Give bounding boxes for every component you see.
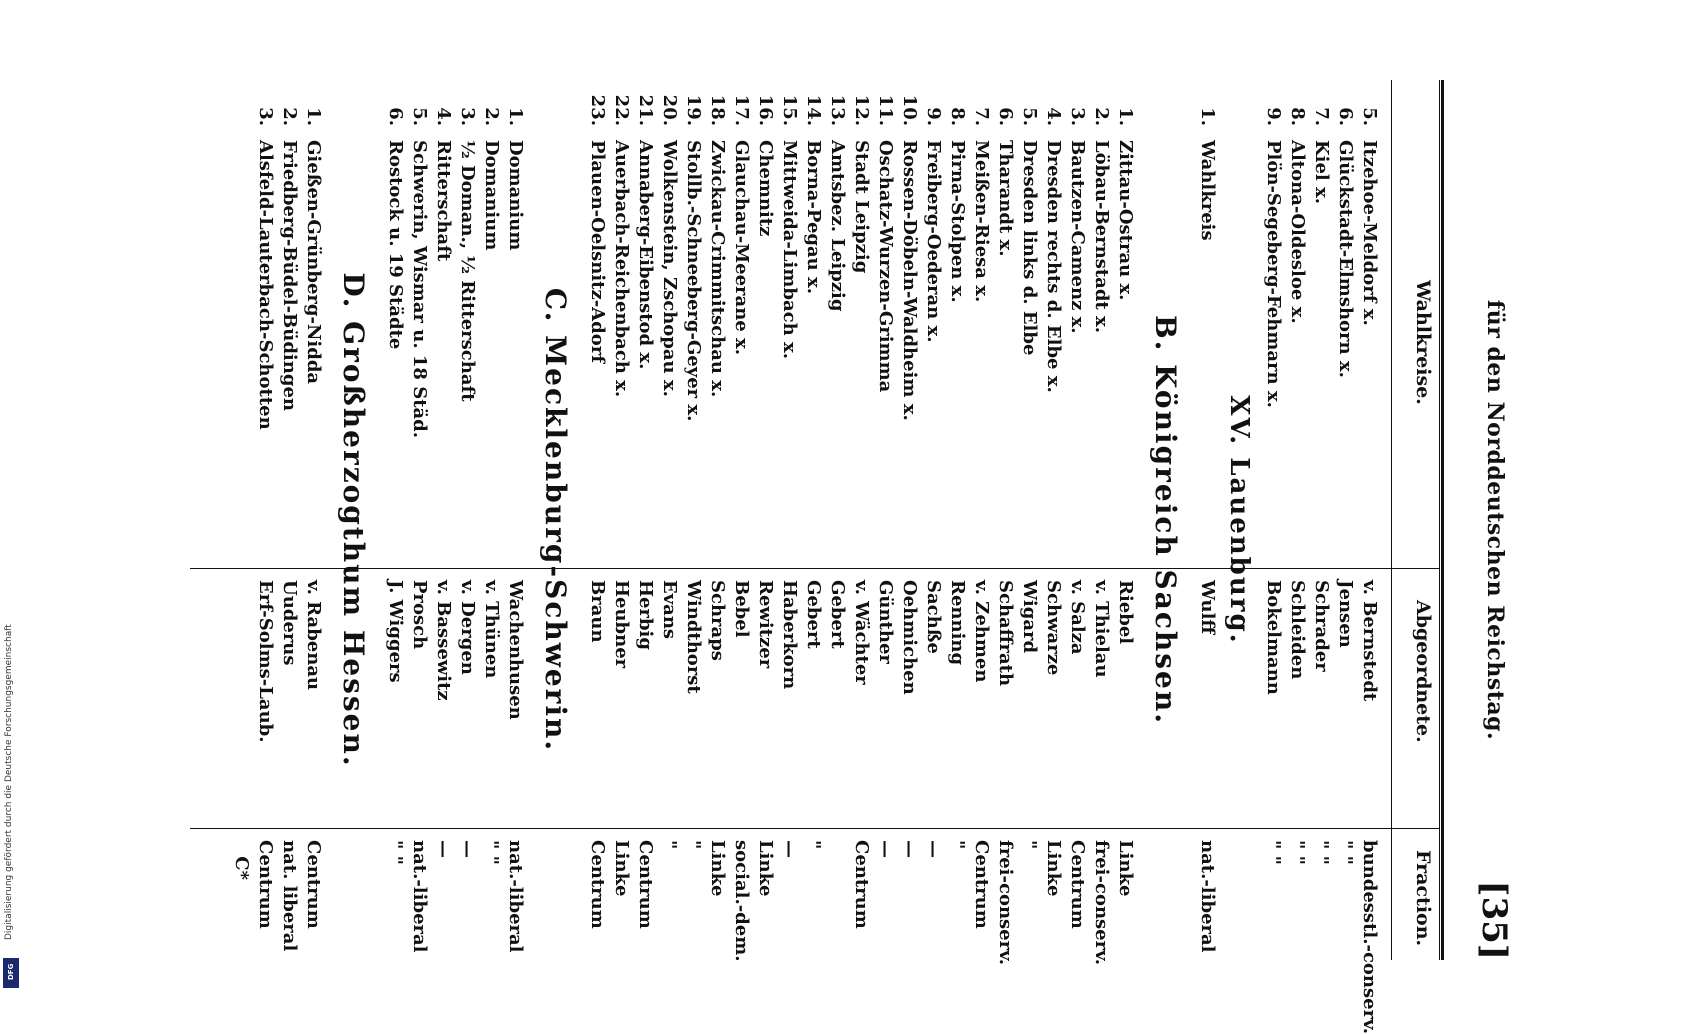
row-abgeordnete: Wulff xyxy=(1197,580,1218,635)
row-wahlkreis: Wahlkreis xyxy=(1197,140,1218,241)
row-number: 12. xyxy=(851,94,872,126)
row-abgeordnete: Wachenhusen xyxy=(505,580,526,720)
row-wahlkreis: Freiberg-Oederan x. xyxy=(923,140,944,343)
row-fraction: " " xyxy=(1311,840,1332,866)
row-wahlkreis: Bautzen-Camenz x. xyxy=(1067,140,1088,334)
row-abgeordnete: Oehmichen xyxy=(899,580,920,695)
row-fraction: " " xyxy=(481,840,502,866)
section-heading-sachsen: B. Königreich Sachsen. xyxy=(1149,315,1182,725)
row-wahlkreis: Auerbach-Reichenbach x. xyxy=(611,140,632,398)
side-attribution xyxy=(4,540,18,960)
col-head-abgeordnete: Abgeordnete. xyxy=(1412,600,1434,743)
row-number: 2. xyxy=(481,107,502,126)
row-number: 23. xyxy=(587,94,608,126)
row-fraction: Centrum xyxy=(1067,840,1088,929)
row-abgeordnete: Haberkorn xyxy=(779,580,800,690)
row-fraction: " xyxy=(803,840,824,850)
row-number: 15. xyxy=(779,94,800,126)
row-number: 4. xyxy=(1043,107,1064,126)
row-number: 2. xyxy=(1091,107,1112,126)
row-wahlkreis: Zwickau-Crimmitschau x. xyxy=(707,140,728,398)
row-number: 19. xyxy=(683,94,704,126)
row-fraction: Centrum xyxy=(851,840,872,929)
row-number: 8. xyxy=(1287,107,1308,126)
row-abgeordnete: v. Rabenau xyxy=(303,580,324,691)
row-fraction: Linke xyxy=(1043,840,1064,897)
col-head-fraction: Fraction. xyxy=(1412,850,1434,947)
row-wahlkreis: Friedberg-Büdel-Büdingen xyxy=(279,140,300,411)
row-fraction: Linke xyxy=(755,840,776,897)
row-abgeordnete: Riebel xyxy=(1115,580,1136,645)
row-wahlkreis: Altona-Oldesloe x. xyxy=(1287,140,1308,324)
row-wahlkreis: Plön-Segeberg-Fehmarn x. xyxy=(1263,140,1284,408)
dfg-logo-text: DFG xyxy=(7,963,15,980)
row-wahlkreis: Glückstadt-Elmshorn x. xyxy=(1335,140,1356,378)
row-wahlkreis: Annaberg-Eibenstod x. xyxy=(635,140,656,370)
row-number: 22. xyxy=(611,94,632,126)
row-number: 7. xyxy=(1311,107,1332,126)
row-abgeordnete: v. Wächter xyxy=(851,580,872,685)
row-abgeordnete: Schrader xyxy=(1311,580,1332,672)
row-abgeordnete: Erf-Solms-Laub. xyxy=(255,580,276,743)
row-abgeordnete: Prosch xyxy=(409,580,430,650)
row-wahlkreis: Plauen-Oelsnitz-Adorf xyxy=(587,140,608,363)
row-fraction: — xyxy=(899,840,920,858)
row-wahlkreis: Domanium xyxy=(505,140,526,251)
row-number: 5. xyxy=(1359,107,1380,126)
row-wahlkreis: Wolkenstein, Zschopau x. xyxy=(659,140,680,397)
row-abgeordnete: Schwarze xyxy=(1043,580,1064,676)
dfg-logo xyxy=(3,958,19,988)
row-number: 1. xyxy=(1197,107,1218,126)
row-abgeordnete: J. Wiggers xyxy=(385,580,406,683)
row-fraction: frei-conserv. xyxy=(1091,840,1112,966)
row-wahlkreis: Glauchau-Meerane x. xyxy=(731,140,752,356)
row-fraction: frei-conserv. xyxy=(995,840,1016,966)
row-number: 20. xyxy=(659,94,680,126)
section-heading-mecklenburg: C. Mecklenburg-Schwerin. xyxy=(539,287,572,753)
row-fraction: " xyxy=(659,840,680,850)
row-fraction: nat. liberal xyxy=(279,840,300,952)
row-number: 13. xyxy=(827,94,848,126)
column-separator xyxy=(190,828,1440,829)
row-wahlkreis: Alsfeld-Lauterbach-Schotten xyxy=(255,140,276,430)
row-number: 1. xyxy=(303,107,324,126)
row-wahlkreis: Itzehoe-Meldorf x. xyxy=(1359,140,1380,326)
row-abgeordnete: Gebert xyxy=(827,580,848,649)
row-abgeordnete: v. Bassewitz xyxy=(433,580,454,701)
row-abgeordnete: Schaffrath xyxy=(995,580,1016,687)
row-fraction: nat.-liberal xyxy=(409,840,430,953)
row-wahlkreis: Meißen-Riesa x. xyxy=(971,140,992,303)
row-abgeordnete: v. Dergen xyxy=(457,580,478,675)
row-wahlkreis: Mittweida-Limbach x. xyxy=(779,140,800,359)
row-abgeordnete: Bokelmann xyxy=(1263,580,1284,695)
row-fraction: " " xyxy=(1287,840,1308,866)
row-number: 5. xyxy=(409,107,430,126)
row-fraction: Linke xyxy=(707,840,728,897)
row-fraction: " xyxy=(683,840,704,850)
row-number: 8. xyxy=(947,107,968,126)
row-fraction: Centrum xyxy=(971,840,992,929)
row-fraction: bundesstl.-conserv. xyxy=(1359,840,1380,1034)
row-fraction: Centrum xyxy=(587,840,608,929)
row-number: 14. xyxy=(803,94,824,126)
row-abgeordnete: Gebert xyxy=(803,580,824,649)
row-wahlkreis: Löbau-Bernstadt x. xyxy=(1091,140,1112,333)
row-wahlkreis: Stollb.-Schneeberg-Geyer x. xyxy=(683,140,704,422)
row-number: 10. xyxy=(899,94,920,126)
row-wahlkreis: Zittau-Ostrau x. xyxy=(1115,140,1136,301)
row-wahlkreis: Ritterschaft xyxy=(433,140,454,262)
row-wahlkreis: Schwerin, Wismar u. 18 Städ. xyxy=(409,140,430,439)
row-number: 18. xyxy=(707,94,728,126)
row-abgeordnete: Bebel xyxy=(731,580,752,638)
row-fraction: Centrum xyxy=(255,840,276,929)
page-number: [35] xyxy=(1474,880,1514,960)
row-number: 4. xyxy=(433,107,454,126)
rotated-page xyxy=(120,40,1520,1034)
row-fraction: Linke xyxy=(1115,840,1136,897)
row-fraction: " " xyxy=(385,840,406,866)
row-fraction: — xyxy=(923,840,944,858)
row-abgeordnete: Heubner xyxy=(611,580,632,669)
row-abgeordnete: Renning xyxy=(947,580,968,666)
row-wahlkreis: Kiel x. xyxy=(1311,140,1332,205)
row-fraction: " " xyxy=(1335,840,1356,866)
row-wahlkreis: Rostock u. 19 Städte xyxy=(385,140,406,350)
row-wahlkreis: Pirna-Stolpen x. xyxy=(947,140,968,303)
row-abgeordnete: Sachße xyxy=(923,580,944,654)
row-abgeordnete: Braun xyxy=(587,580,608,643)
row-wahlkreis: Tharandt x. xyxy=(995,140,1016,257)
section-heading-lauenburg: XV. Lauenburg. xyxy=(1224,395,1254,645)
row-number: 3. xyxy=(1067,107,1088,126)
row-wahlkreis: Gießen-Grünberg-Nidda xyxy=(303,140,324,385)
row-number: 2. xyxy=(279,107,300,126)
row-abgeordnete: Evans xyxy=(659,580,680,640)
row-fraction: Centrum xyxy=(635,840,656,929)
row-abgeordnete: v. Thielau xyxy=(1091,580,1112,678)
page-title: für den Norddeutschen Reichstag. xyxy=(1482,299,1508,741)
row-wahlkreis: Dresden links d. Elbe xyxy=(1019,140,1040,356)
page-header xyxy=(1460,40,1520,1000)
row-abgeordnete: Wigard xyxy=(1019,580,1040,654)
column-separator xyxy=(190,568,1440,569)
attribution-text: Digitalisierung gefördert durch die Deutsche Forschungsgemeinschaft xyxy=(4,624,14,940)
row-number: 16. xyxy=(755,94,776,126)
row-number: 6. xyxy=(1335,107,1356,126)
row-abgeordnete: Rewitzer xyxy=(755,580,776,669)
row-fraction: nat.-liberal xyxy=(505,840,526,953)
row-wahlkreis: Stadt Leipzig xyxy=(851,140,872,274)
row-fraction: — xyxy=(779,840,800,858)
row-abgeordnete: v. Thünen xyxy=(481,580,502,679)
row-number: 5. xyxy=(1019,107,1040,126)
row-fraction: " xyxy=(1019,840,1040,850)
row-wahlkreis: Chemnitz xyxy=(755,140,776,237)
row-number: 9. xyxy=(1263,107,1284,126)
row-abgeordnete: Herbig xyxy=(635,580,656,650)
row-wahlkreis: Oschatz-Wurzen-Grimma xyxy=(875,140,896,393)
row-number: 6. xyxy=(385,107,406,126)
row-number: 17. xyxy=(731,94,752,126)
row-abgeordnete: Günther xyxy=(875,580,896,664)
row-wahlkreis: Dresden rechts d. Elbe x. xyxy=(1043,140,1064,393)
signature-mark: C* xyxy=(231,856,252,880)
row-fraction: — xyxy=(875,840,896,858)
section-heading-hessen: D. Großherzogthum Hessen. xyxy=(337,272,370,768)
row-fraction: Linke xyxy=(611,840,632,897)
row-wahlkreis: Amtsbez. Leipzig xyxy=(827,140,848,312)
row-fraction: social.-dem. xyxy=(731,840,752,962)
row-fraction: nat.-liberal xyxy=(1197,840,1218,953)
row-wahlkreis: Rossen-Döbeln-Waldheim x. xyxy=(899,140,920,421)
row-fraction: — xyxy=(457,840,478,858)
row-abgeordnete: Schraps xyxy=(707,580,728,661)
row-abgeordnete: Uuderus xyxy=(279,580,300,666)
col-head-wahlkreis: Wahlkreise. xyxy=(1412,280,1434,405)
row-number: 1. xyxy=(1115,107,1136,126)
row-wahlkreis: ½ Doman., ½ Ritterschaft xyxy=(457,140,478,402)
row-number: 21. xyxy=(635,94,656,126)
row-wahlkreis: Borna-Pegau x. xyxy=(803,140,824,295)
row-number: 3. xyxy=(255,107,276,126)
row-abgeordnete: Windthorst xyxy=(683,580,704,694)
row-number: 1. xyxy=(505,107,526,126)
row-fraction: " " xyxy=(1263,840,1284,866)
row-fraction: " xyxy=(947,840,968,850)
row-abgeordnete: v. Bernstedt xyxy=(1359,580,1380,702)
row-number: 6. xyxy=(995,107,1016,126)
row-number: 7. xyxy=(971,107,992,126)
row-abgeordnete: v. Zehmen xyxy=(971,580,992,683)
row-fraction: Centrum xyxy=(303,840,324,929)
row-number: 11. xyxy=(875,94,896,126)
row-fraction: — xyxy=(433,840,454,858)
row-abgeordnete: Jensen xyxy=(1335,580,1356,648)
row-wahlkreis: Domanium xyxy=(481,140,502,251)
row-abgeordnete: v. Salza xyxy=(1067,580,1088,655)
header-rule-top xyxy=(1441,80,1444,960)
row-abgeordnete: Schleiden xyxy=(1287,580,1308,680)
row-number: 3. xyxy=(457,107,478,126)
row-number: 9. xyxy=(923,107,944,126)
